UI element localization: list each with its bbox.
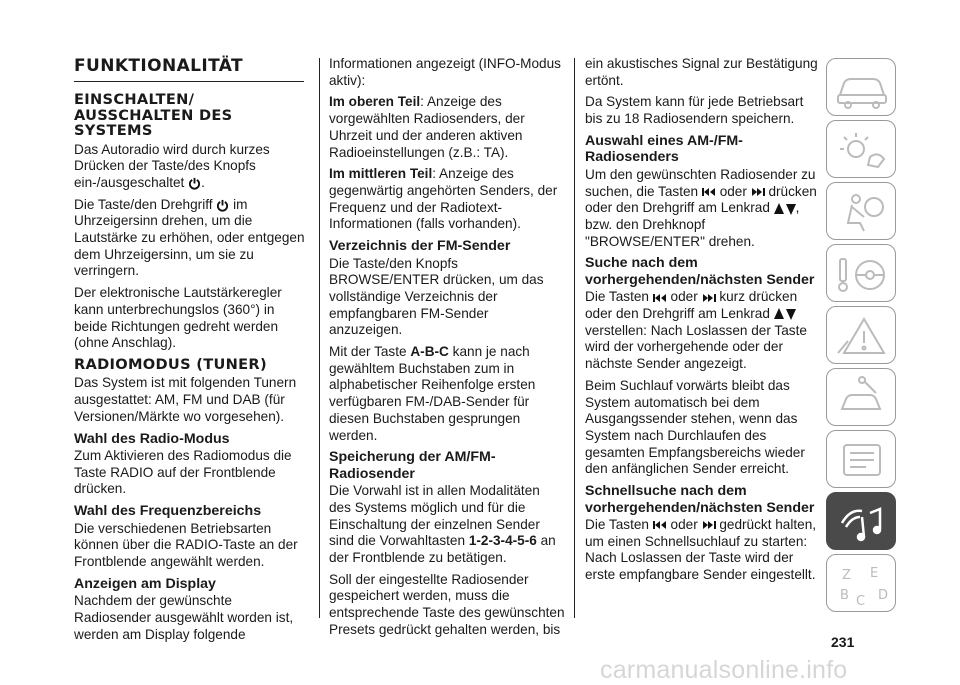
heading-anzeigen: Anzeigen am Display <box>74 575 216 592</box>
paragraph: Die Vorwahl ist in allen Modalitäten des Systems möglich und für die Einschaltung der einzelnen Sender sind die Vorwahltasten 1-2-3-4-5-6 an der Frontblende zu betätigen. <box>329 483 556 566</box>
paragraph: Im mittleren Teil: Anzeige des gegenwärtig angehörten Senders, der Frequenz und der Radiotext-Informationen (falls vorhanden). <box>329 166 558 232</box>
seek-forward-icon <box>702 520 716 530</box>
multimedia-icon <box>834 499 890 545</box>
column-3 <box>585 56 821 589</box>
column-2 <box>329 56 565 644</box>
column-1 <box>74 56 310 648</box>
tab-warning-triangle[interactable] <box>826 306 896 364</box>
title-rule <box>74 81 304 82</box>
paragraph: Der elektronische Lautstärkeregler kann unterbrechungslos (360°) in beide Richtungen gedreht werden (ohne Anschlag). <box>74 285 282 351</box>
svg-text:Z: Z <box>842 568 851 583</box>
heading-speicherung: Speicherung der AM/FM-Radiosender <box>329 449 496 482</box>
heading-suche: Suche nach dem vorhergehenden/nächsten Sender <box>585 255 815 288</box>
tab-index[interactable] <box>826 554 896 612</box>
tab-car-dashboard[interactable] <box>826 58 896 116</box>
tab-technical-data[interactable] <box>826 430 896 488</box>
column-divider <box>574 58 575 618</box>
seek-forward-icon <box>702 293 716 303</box>
wrench-car-icon <box>834 375 890 421</box>
paragraph: Informationen angezeigt (INFO-Modus aktiv): <box>329 56 561 88</box>
paragraph: Im oberen Teil: Anzeige des vorgewählten Radiosenders, der Uhrzeit und der anderen aktiven Radioeinstellungen (z.B.: TA). <box>329 94 525 160</box>
column-divider <box>319 58 320 618</box>
tab-key-steering-wheel[interactable] <box>826 244 896 302</box>
power-knob-icon <box>216 199 229 212</box>
paragraph: Die Taste/den Drehgriff im Uhrzeigersinn drehen, um die Lautstärke zu erhöhen, oder entgegen dem Uhrzeigersinn, um sie zu verringern. <box>74 196 305 279</box>
svg-text:C: C <box>856 594 866 607</box>
paragraph: Die Taste/den Knopfs BROWSE/ENTER drücken, um das vollständige Verzeichnis der empfangbaren FM-Sender anzuzeigen. <box>329 255 544 338</box>
paragraph: Beim Suchlauf vorwärts bleibt das System automatisch bei dem Ausgangssender stehen, wenn das System nach Durchlaufen des gesamten Empfangsbereichs wieder den anfänglichen Sender erreicht. <box>585 377 805 477</box>
seek-back-icon <box>653 293 667 303</box>
paragraph: Nachdem der gewünschte Radiosender ausgewählt worden ist, werden am Display folgende <box>74 593 294 642</box>
paragraph: ein akustisches Signal zur Bestätigung ertönt. <box>585 56 818 88</box>
car-dashboard-icon <box>834 65 890 111</box>
tab-multimedia[interactable] <box>826 492 896 550</box>
paragraph: Zum Aktivieren des Radiomodus die Taste RADIO auf der Frontblende drücken. <box>74 448 292 497</box>
up-down-arrows-icon <box>774 308 796 320</box>
up-down-arrows-icon <box>774 203 796 215</box>
airbag-safety-icon <box>834 189 890 235</box>
heading-auswahl: Auswahl eines AM-/FM-Radiosenders <box>585 132 743 166</box>
heading-wahl-radio: Wahl des Radio-Modus <box>74 430 230 447</box>
paragraph: Das System ist mit folgenden Tunern ausgestattet: AM, FM und DAB (für Versionen/Märkte wo vorgesehen). <box>74 375 297 424</box>
svg-text:B: B <box>840 588 849 603</box>
svg-text:E: E <box>870 566 879 581</box>
paragraph: Um den gewünschten Radiosender zu suchen, die Tasten oder drücken oder den Drehgriff am Lenkrad , bzw. den Drehknopf "BROWSE/ENTER" drehen. <box>585 166 817 249</box>
tab-warning-lights[interactable] <box>826 120 896 178</box>
seek-back-icon <box>702 187 716 197</box>
section-title-funktionalitaet: FUNKTIONALITÄT <box>74 56 244 76</box>
key-steering-wheel-icon <box>834 251 890 297</box>
tab-airbag-safety[interactable] <box>826 182 896 240</box>
technical-data-icon <box>834 437 890 483</box>
heading-wahl-frequenz: Wahl des Frequenzbereichs <box>74 503 262 520</box>
heading-verzeichnis: Verzeichnis der FM-Sender <box>329 238 511 255</box>
svg-text:D: D <box>878 588 889 603</box>
paragraph: Das Autoradio wird durch kurzes Drücken der Taste/des Knopfs ein-/ausgeschaltet . <box>74 141 270 190</box>
paragraph: Die verschiedenen Betriebsarten können über die RADIO-Taste an der Frontblende angewählt werden. <box>74 520 298 570</box>
paragraph: Soll der eingestellte Radiosender gespeichert werden, muss die entsprechende Taste des gewünschten Presets gedrückt gehalten werden, bis <box>329 571 565 637</box>
seek-forward-icon <box>751 187 765 197</box>
page-number: 231 <box>831 634 855 650</box>
paragraph: Die Tasten oder kurz drücken oder den Drehgriff am Lenkrad verstellen: Nach Loslassen der Taste wird der vorhergehende oder der nächste Sender angezeigt. <box>585 289 807 372</box>
power-knob-icon <box>188 177 201 190</box>
heading-radiomodus: RADIOMODUS (TUNER) <box>74 355 267 373</box>
warning-triangle-icon <box>834 313 890 359</box>
footer-watermark-url: carmanualsonline.info <box>600 656 848 684</box>
seek-back-icon <box>653 520 667 530</box>
heading-schnellsuche: Schnellsuche nach dem vorhergehenden/nächsten Sender <box>585 483 815 516</box>
paragraph: Da System kann für jede Betriebsart bis zu 18 Radiosendern speichern. <box>585 94 804 127</box>
index-letters-icon <box>834 561 890 607</box>
paragraph: Die Tasten oder gedrückt halten, um einen Schnellsuchlauf zu starten: Nach Loslassen der Taste wird der erste empfangbare Sender eingestellt. <box>585 517 817 583</box>
paragraph: Mit der Taste A-B-C kann je nach gewähltem Buchstaben zum in alphabetischer Reihenfolge ersten verfügbaren FM-/DAB-Sender für diesen Buchstaben gesprungen werden. <box>329 344 536 443</box>
tab-wrench-car[interactable] <box>826 368 896 426</box>
warning-lights-icon <box>834 127 890 173</box>
heading-einschalten: EINSCHALTEN/ AUSSCHALTEN DES SYSTEMS <box>74 91 233 139</box>
